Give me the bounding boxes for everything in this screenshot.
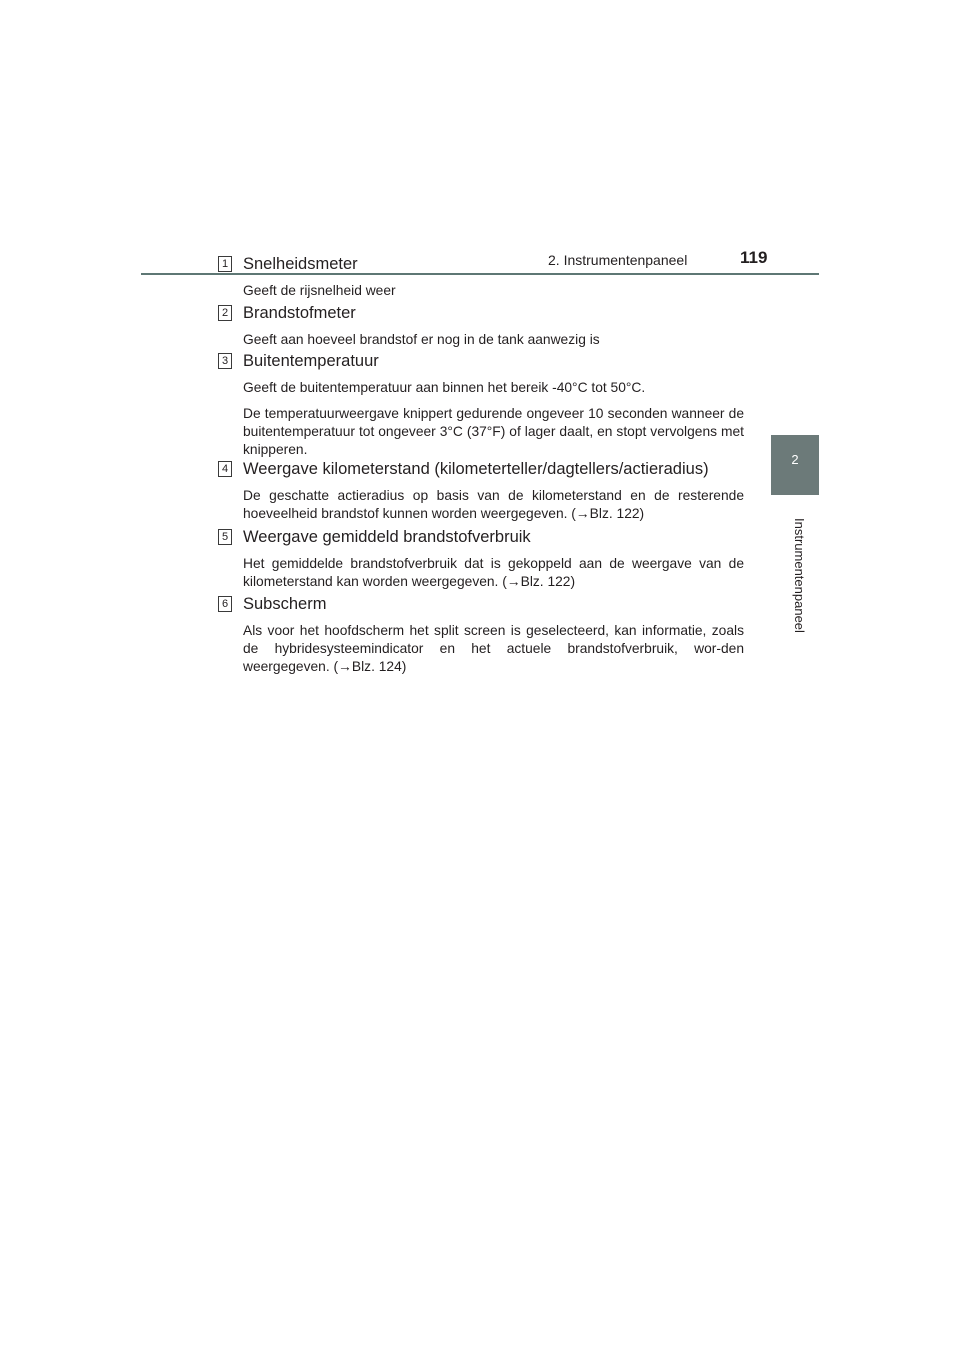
item-number-badge: 5: [218, 529, 232, 545]
list-item: [218, 303, 748, 349]
section-title: 2. Instrumentenpaneel: [548, 252, 688, 268]
item-number-badge: 4: [218, 461, 232, 477]
item-description: Als voor het hoofdscherm het split screen is geselecteerd, kan informatie, zoals de hybridesysteemindicator en het actuele brandstofverbruik, wor-den weergegeven. (→Blz. 124): [243, 623, 744, 674]
item-description: Geeft aan hoeveel brandstof er nog in de tank aanwezig is: [243, 332, 600, 347]
item-number-badge: 3: [218, 353, 232, 369]
item-number-badge: 6: [218, 596, 232, 612]
item-title: Weergave kilometerstand (kilometerteller/dagtellers/actieradius): [243, 460, 709, 478]
item-number-badge: 1: [218, 256, 232, 272]
item-number-badge: 2: [218, 305, 232, 321]
item-description: De temperatuurweergave knippert gedurende ongeveer 10 seconden wanneer de buitentemperatuur tot ongeveer 3°C (37°F) of lager daalt, en stopt vervolgens met knipperen.: [243, 406, 744, 457]
item-title: Weergave gemiddeld brandstofverbruik: [243, 528, 531, 546]
item-description: Geeft de rijsnelheid weer: [243, 283, 396, 298]
item-description: De geschatte actieradius op basis van de kilometerstand en de resterende hoeveelheid brandstof kunnen worden weergegeven. (→Blz. 122): [243, 488, 744, 521]
item-description: Het gemiddelde brandstofverbruik dat is gekoppeld aan de weergave van de kilometerstand kan worden weergegeven. (→Blz. 122): [243, 556, 744, 589]
page-number: 119: [740, 248, 768, 267]
chapter-tab: [771, 435, 819, 495]
list-item: [218, 459, 748, 523]
item-title: Brandstofmeter: [243, 304, 356, 322]
chapter-tab-number: 2: [791, 452, 799, 467]
item-title: Snelheidsmeter: [243, 255, 358, 273]
list-item: [218, 527, 748, 591]
list-item: [218, 254, 748, 300]
item-title: Buitentemperatuur: [243, 352, 379, 370]
chapter-tab-label: Instrumentenpaneel: [792, 518, 807, 633]
list-item: [218, 594, 748, 676]
item-description: Geeft de buitentemperatuur aan binnen het bereik -40°C tot 50°C.: [243, 380, 646, 395]
list-item: [218, 351, 748, 459]
item-title: Subscherm: [243, 595, 327, 613]
